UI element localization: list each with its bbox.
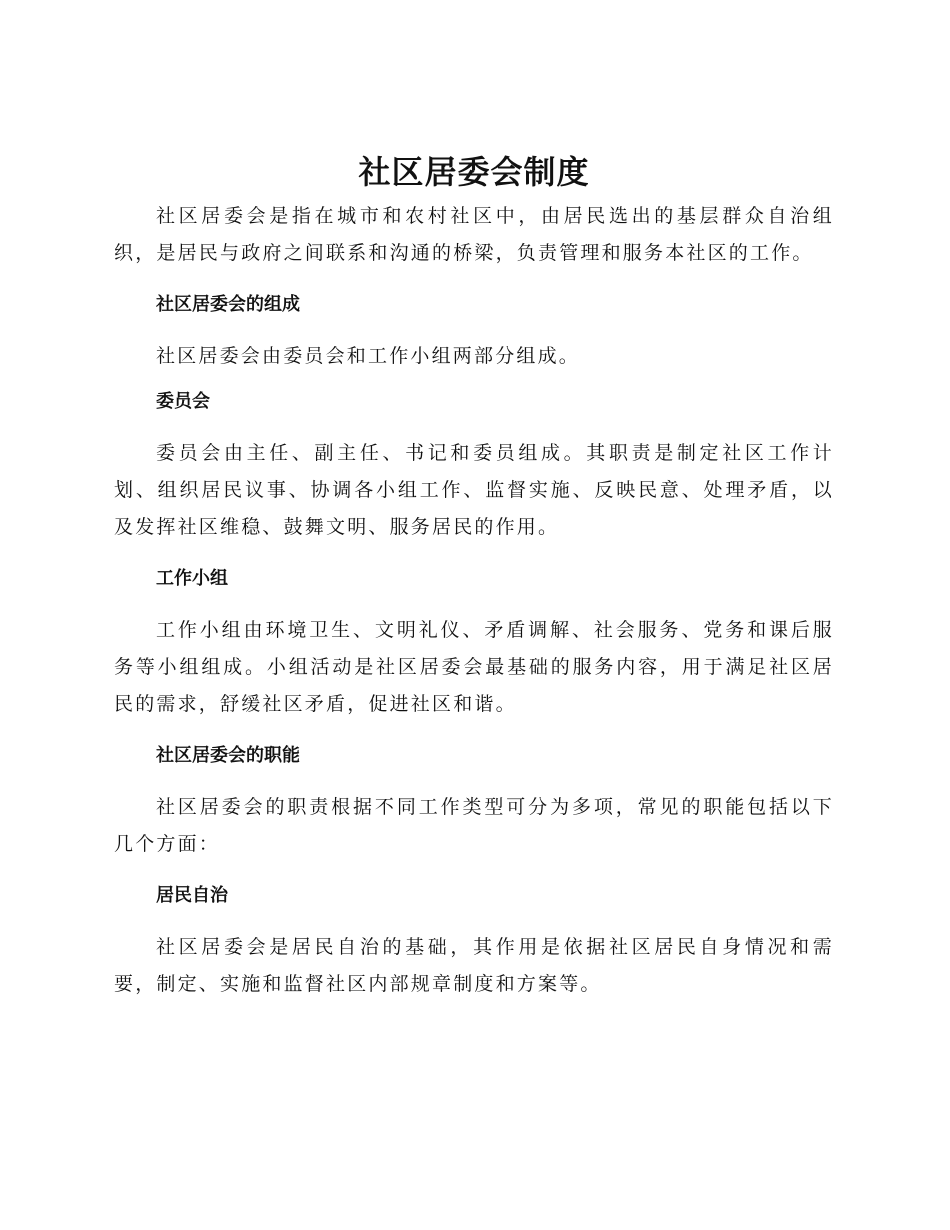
composition-paragraph: 社区居委会由委员会和工作小组两部分组成。 <box>156 345 581 367</box>
self-governance-paragraph: 社区居委会是居民自治的基础，其作用是依据社区居民自身情况和需要，制定、实施和监督社区内部规章制度和方案等。 <box>114 936 834 995</box>
section-heading-working-groups: 工作小组 <box>156 568 228 589</box>
section-heading-self-governance: 居民自治 <box>156 885 228 906</box>
document-page <box>114 150 834 1003</box>
document-title: 社区居委会制度 <box>358 153 590 191</box>
working-groups-paragraph: 工作小组由环境卫生、文明礼仪、矛盾调解、社会服务、党务和课后服务等小组组成。小组活动是社区居委会最基础的服务内容，用于满足社区居民的需求，舒缓社区矛盾，促进社区和谐。 <box>114 619 834 715</box>
functions-paragraph: 社区居委会的职责根据不同工作类型可分为多项，常见的职能包括以下几个方面： <box>114 796 834 855</box>
committee-paragraph: 委员会由主任、副主任、书记和委员组成。其职责是制定社区工作计划、组织居民议事、协调各小组工作、监督实施、反映民意、处理矛盾，以及发挥社区维稳、鼓舞文明、服务居民的作用。 <box>114 442 834 538</box>
section-heading-functions: 社区居委会的职能 <box>156 745 300 766</box>
section-heading-composition: 社区居委会的组成 <box>156 294 300 315</box>
intro-paragraph: 社区居委会是指在城市和农村社区中，由居民选出的基层群众自治组织，是居民与政府之间联系和沟通的桥梁，负责管理和服务本社区的工作。 <box>114 205 834 264</box>
section-heading-committee: 委员会 <box>156 391 210 412</box>
